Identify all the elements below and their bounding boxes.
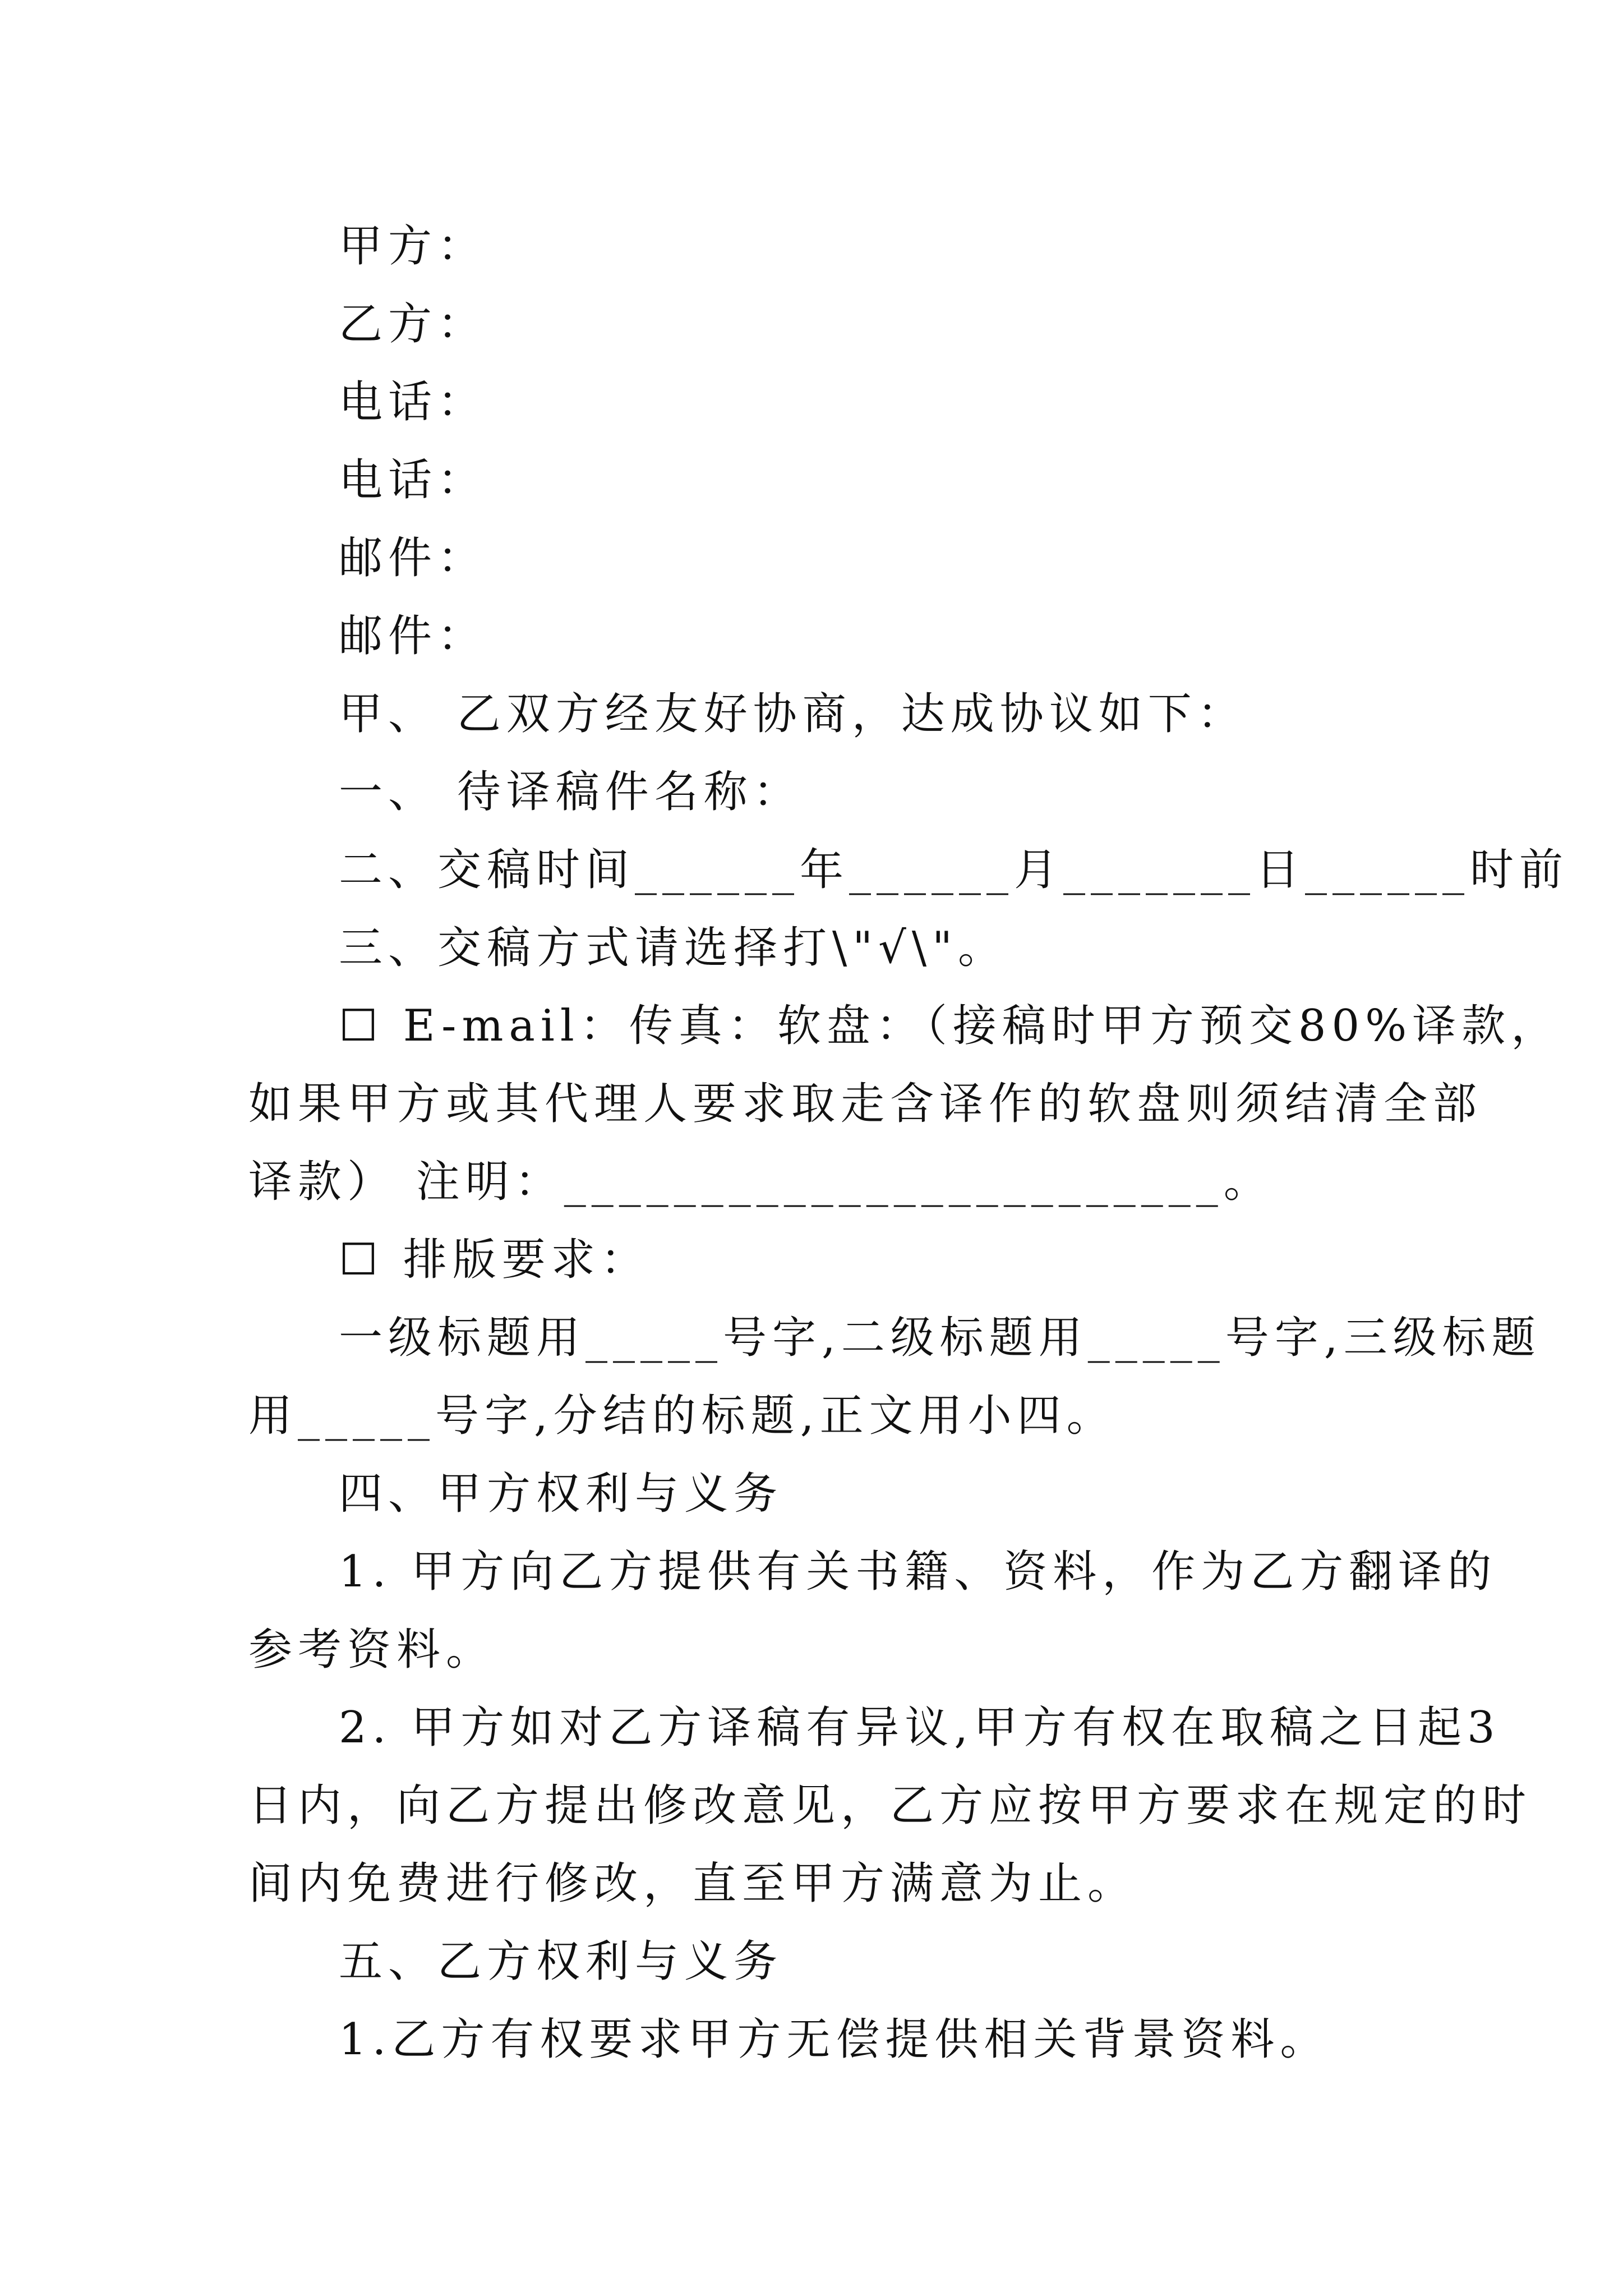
section-5-heading: 五、乙方权利与义务 <box>339 1936 783 1987</box>
document-body <box>248 208 1569 2079</box>
delivery-option-line-2: 如果甲方或其代理人要求取走含译作的软盘则须结清全部 <box>248 1079 1483 1129</box>
section-4-heading: 四、甲方权利与义务 <box>339 1469 783 1519</box>
item-3-delivery-method: 三、交稿方式请选择打\"√\"。 <box>339 923 1008 973</box>
section-4-item-2-line-3: 间内免费进行修改，直至甲方满意为止。 <box>248 1858 1137 1909</box>
party-b-label: 乙方： <box>339 299 487 349</box>
item-1-manuscript-name: 一、 待译稿件名称： <box>339 767 803 817</box>
heading-requirements-line-2: 用_____号字,分结的标题,正文用小四。 <box>248 1391 1116 1441</box>
section-4-item-1-line-1: 1. 甲方向乙方提供有关书籍、资料，作为乙方翻译的 <box>339 1547 1497 1597</box>
phone-label-1: 电话： <box>339 377 487 427</box>
section-5-item-1: 1.乙方有权要求甲方无偿提供相关背景资料。 <box>339 2014 1330 2065</box>
section-4-item-2-line-2: 日内，向乙方提出修改意见，乙方应按甲方要求在规定的时 <box>248 1780 1532 1831</box>
delivery-option-line-3: 译款） 注明：________________________。 <box>248 1157 1273 1207</box>
agreement-intro: 甲、 乙双方经友好协商，达成协议如下： <box>339 689 1247 739</box>
phone-label-2: 电话： <box>339 455 487 505</box>
section-4-item-1-line-2: 参考资料。 <box>248 1625 496 1675</box>
typesetting-option: ☐ 排版要求： <box>339 1235 650 1285</box>
party-a-label: 甲方： <box>339 221 487 272</box>
delivery-option-line-1: ☐ E-mail：传真：软盘：（接稿时甲方预交80%译款， <box>339 1001 1561 1051</box>
item-2-delivery-time: 二、交稿时间______年______月_______日______时前 <box>339 845 1569 895</box>
email-label-2: 邮件： <box>339 611 487 661</box>
email-label-1: 邮件： <box>339 533 487 583</box>
section-4-item-2-line-1: 2. 甲方如对乙方译稿有异议,甲方有权在取稿之日起3 <box>339 1703 1501 1753</box>
heading-requirements-line-1: 一级标题用_____号字,二级标题用_____号字,三级标题 <box>339 1313 1541 1363</box>
